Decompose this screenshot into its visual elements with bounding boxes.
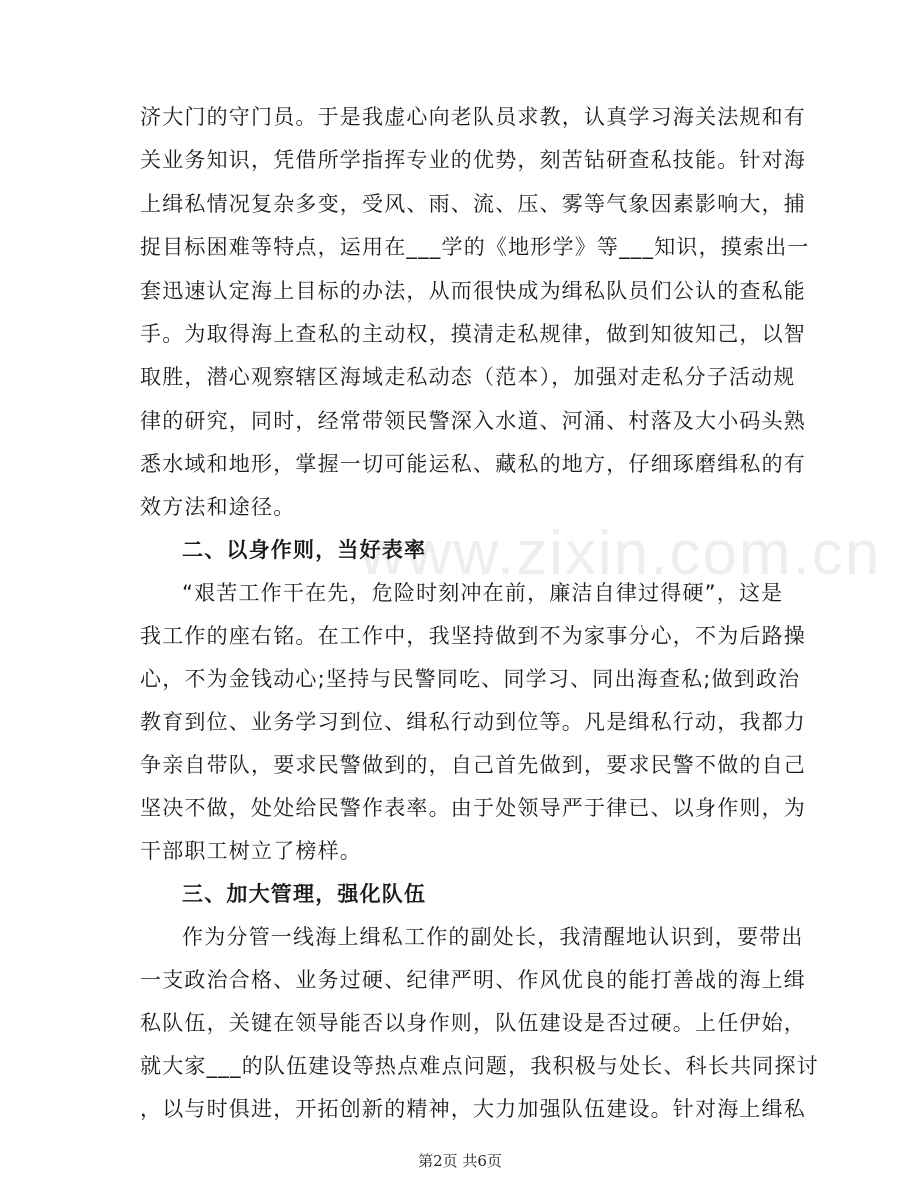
paragraph-line: 效方法和途径。 xyxy=(140,495,296,519)
paragraph-line: “艰苦工作干在先，危险时刻冲在前，廉洁自律过得硬”，这是 xyxy=(182,581,784,605)
paragraph-line: 教育到位、业务学习到位、缉私行动到位等。凡是缉私行动，我都力 xyxy=(140,710,806,734)
paragraph-line: ，以与时俱进，开拓创新的精神，大力加强队伍建设。针对海上缉私 xyxy=(140,1097,806,1121)
paragraph-line: 干部职工树立了榜样。 xyxy=(140,839,362,863)
watermark: www.zixin.com.cn xyxy=(360,519,882,588)
section-heading: 三、加大管理，强化队伍 xyxy=(182,882,427,906)
paragraph-line: 捉目标困难等特点，运用在___学的《地形学》等___知识，摸索出一 xyxy=(140,235,810,259)
paragraph-line: 就大家___的队伍建设等热点难点问题，我积极与处长、科长共同探讨 xyxy=(140,1054,819,1078)
paragraph-line: 心，不为金钱动心;坚持与民警同吃、同学习、同出海查私;做到政治 xyxy=(140,667,801,691)
paragraph-line: 济大门的守门员。于是我虚心向老队员求教，认真学习海关法规和有 xyxy=(140,105,806,129)
paragraph-line: 上缉私情况复杂多变，受风、雨、流、压、雾等气象因素影响大，捕 xyxy=(140,192,806,216)
page-number: 第2页 共6页 xyxy=(418,1152,502,1170)
paragraph-line: 手。为取得海上查私的主动权，摸清走私规律，做到知彼知己，以智 xyxy=(140,322,806,346)
paragraph-line: 坚决不做，处处给民警作表率。由于处领导严于律已、以身作则，为 xyxy=(140,796,806,820)
paragraph-line: 套迅速认定海上目标的办法，从而很快成为缉私队员们公认的查私能 xyxy=(140,279,806,303)
paragraph-line: 争亲自带队，要求民警做到的，自己首先做到，要求民警不做的自己 xyxy=(140,753,806,777)
section-heading: 二、以身作则，当好表率 xyxy=(182,538,427,562)
paragraph-line: 律的研究，同时，经常带领民警深入水道、河涌、村落及大小码头熟 xyxy=(140,409,806,433)
paragraph-line: 取胜，潜心观察辖区海域走私动态（范本），加强对走私分子活动规 xyxy=(140,365,796,389)
paragraph-line: 作为分管一线海上缉私工作的副处长，我清醒地认识到，要带出 xyxy=(182,925,804,949)
paragraph-line: 悉水域和地形，掌握一切可能运私、藏私的地方，仔细琢磨缉私的有 xyxy=(140,452,806,476)
paragraph-line: 私队伍，关键在领导能否以身作则，队伍建设是否过硬。上任伊始， xyxy=(140,1011,806,1035)
paragraph-line: 我工作的座右铭。在工作中，我坚持做到不为家事分心，不为后路操 xyxy=(140,624,806,648)
paragraph-line: 一支政治合格、业务过硬、纪律严明、作风优良的能打善战的海上缉 xyxy=(140,968,806,992)
paragraph-line: 关业务知识，凭借所学指挥专业的优势，刻苦钻研查私技能。针对海 xyxy=(140,148,806,172)
